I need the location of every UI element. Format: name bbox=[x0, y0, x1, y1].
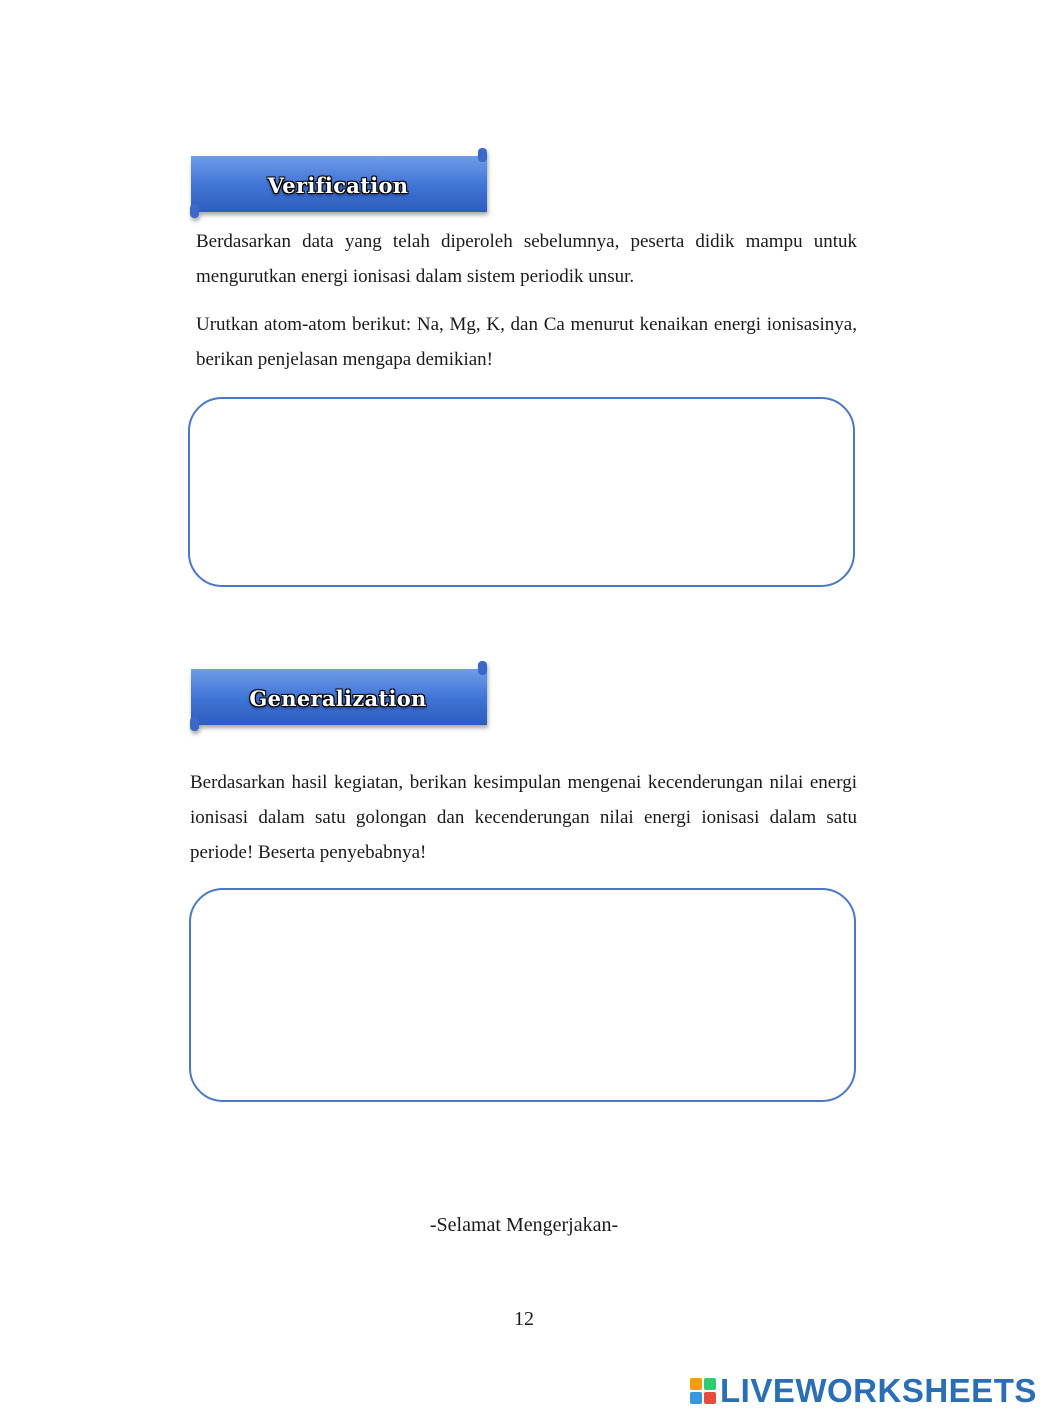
generalization-banner bbox=[188, 659, 488, 745]
closing-text: -Selamat Mengerjakan- bbox=[429, 1214, 619, 1236]
page-number: 12 bbox=[514, 1308, 534, 1330]
verification-paragraph-1: Berdasarkan data yang telah diperoleh sebelumnya, peserta didik mampu untuk mengurutkan energi ionisasi dalam sistem periodik unsur. bbox=[196, 231, 857, 287]
verification-paragraph-2: Urutkan atom-atom berikut: Na, Mg, K, dan Ca menurut kenaikan energi ionisasinya, berikan penjelasan mengapa demikian! bbox=[196, 314, 857, 370]
verification-title: Verification bbox=[267, 172, 409, 198]
verification-banner bbox=[188, 146, 488, 232]
generalization-title: Generalization bbox=[249, 685, 427, 711]
generalization-answer-box[interactable] bbox=[189, 888, 856, 1102]
liveworksheets-logo[interactable] bbox=[690, 1371, 1037, 1411]
liveworksheets-logo-text: LIVEWORKSHEETS bbox=[720, 1372, 1037, 1409]
liveworksheets-logo-icon bbox=[690, 1378, 716, 1404]
generalization-paragraph: Berdasarkan hasil kegiatan, berikan kesimpulan mengenai kecenderungan nilai energi ionisasi dalam satu golongan dan kecenderungan nilai energi ionisasi dalam satu periode! Beserta penyebabnya! bbox=[190, 772, 857, 863]
verification-answer-box[interactable] bbox=[188, 397, 855, 587]
